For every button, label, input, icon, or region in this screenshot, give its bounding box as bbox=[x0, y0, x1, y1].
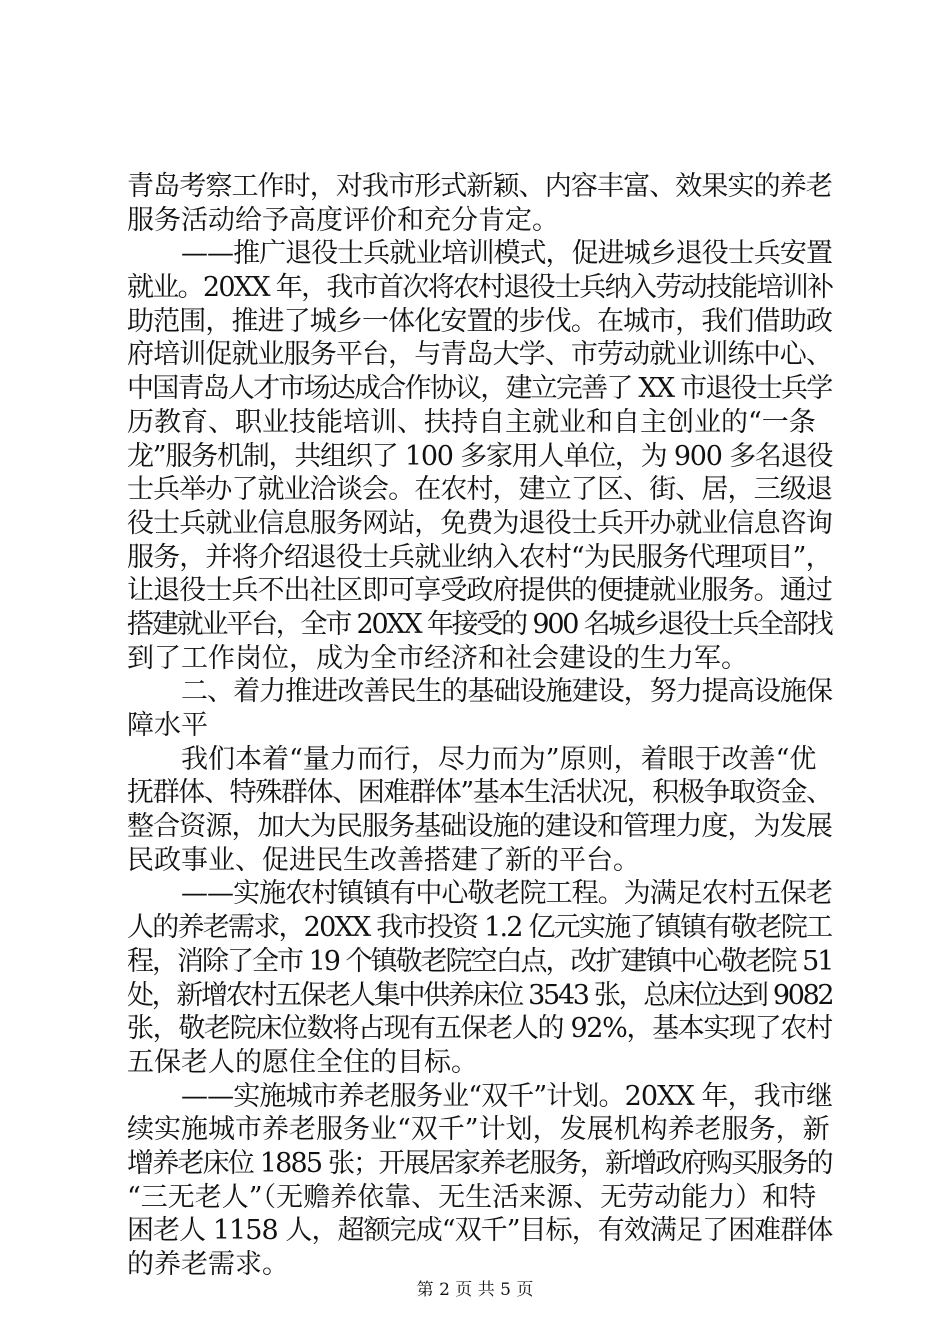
text-line: 二、着力推进改善民生的基础设施建设，努力提高设施保 bbox=[181, 676, 832, 708]
document-body bbox=[127, 170, 832, 1282]
text-line: 张，敬老院床位数将占现有五保老人的 92%，基本实现了农村 bbox=[127, 1013, 832, 1045]
text-line: 处，新增农村五保老人集中供养床位 3543 张，总床位达到 9082 bbox=[127, 979, 833, 1011]
page-footer: 第 2 页 共 5 页 bbox=[416, 1280, 534, 1300]
text-line: 增养老床位 1885 张；开展居家养老服务，新增政府购买服务的 bbox=[127, 1147, 832, 1179]
text-line: 中国青岛人才市场达成合作协议，建立完善了 XX 市退役士兵学 bbox=[127, 373, 832, 405]
text-line: 到了工作岗位，成为全市经济和社会建设的生力军。 bbox=[127, 642, 748, 674]
text-line: 历教育、职业技能培训、扶持自主就业和自主创业的“一条 bbox=[127, 406, 816, 438]
text-line: 障水平 bbox=[127, 710, 208, 741]
text-line: 就业。20XX 年，我市首次将农村退役士兵纳入劳动技能培训补 bbox=[127, 272, 833, 304]
text-line: 困老人 1158 人，超额完成“双千”目标，有效满足了困难群体 bbox=[127, 1215, 833, 1247]
text-line: 续实施城市养老服务业“双千”计划，发展机构养老服务，新 bbox=[127, 1114, 830, 1146]
text-line: 人的养老需求，20XX 我市投资 1.2 亿元实施了镇镇有敬老院工 bbox=[127, 912, 832, 944]
text-line: 助范围，推进了城乡一体化安置的步伐。在城市，我们借助政 bbox=[127, 305, 832, 337]
text-line: 的养老需求。 bbox=[127, 1249, 289, 1280]
text-line: 士兵举办了就业洽谈会。在农村，建立了区、街、居，三级退 bbox=[127, 474, 832, 506]
text-line: 青岛考察工作时，对我市形式新颖、内容丰富、效果实的养老 bbox=[127, 171, 832, 202]
text-line: 服务活动给予高度评价和充分肯定。 bbox=[127, 204, 559, 236]
text-line: 程，消除了全市 19 个镇敬老院空白点，改扩建镇中心敬老院 51 bbox=[127, 945, 833, 977]
text-line: 龙”服务机制，共组织了 100 多家用人单位，为 900 多名退役 bbox=[127, 440, 833, 472]
text-line: 我们本着“量力而行，尽力而为”原则，着眼于改善“优 bbox=[181, 743, 817, 775]
text-line: ——实施农村镇镇有中心敬老院工程。为满足农村五保老 bbox=[181, 878, 832, 910]
text-line: 让退役士兵不出社区即可享受政府提供的便捷就业服务。通过 bbox=[127, 575, 832, 607]
text-line: 役士兵就业信息服务网站，免费为退役士兵开办就业信息咨询 bbox=[127, 507, 832, 539]
text-line: 五保老人的愿住全住的目标。 bbox=[127, 1046, 478, 1078]
text-line: 服务，并将介绍退役士兵就业纳入农村“为民服务代理项目”， bbox=[127, 541, 832, 573]
text-line: 搭建就业平台，全市 20XX 年接受的 900 名城乡退役士兵全部找 bbox=[127, 608, 832, 640]
text-line: 抚群体、特殊群体、困难群体”基本生活状况，积极争取资金、 bbox=[127, 777, 832, 809]
text-line: 整合资源，加大为民服务基础设施的建设和管理力度，为发展 bbox=[127, 811, 832, 843]
text-line: 府培训促就业服务平台，与青岛大学、市劳动就业训练中心、 bbox=[127, 339, 832, 371]
text-line: ——推广退役士兵就业培训模式，促进城乡退役士兵安置 bbox=[181, 238, 832, 270]
text-line: ——实施城市养老服务业“双千”计划。20XX 年，我市继 bbox=[181, 1080, 833, 1112]
text-line: 民政事业、促进民生改善搭建了新的平台。 bbox=[127, 844, 640, 876]
text-line: “三无老人”（无赡养依靠、无生活来源、无劳动能力）和特 bbox=[127, 1181, 817, 1213]
